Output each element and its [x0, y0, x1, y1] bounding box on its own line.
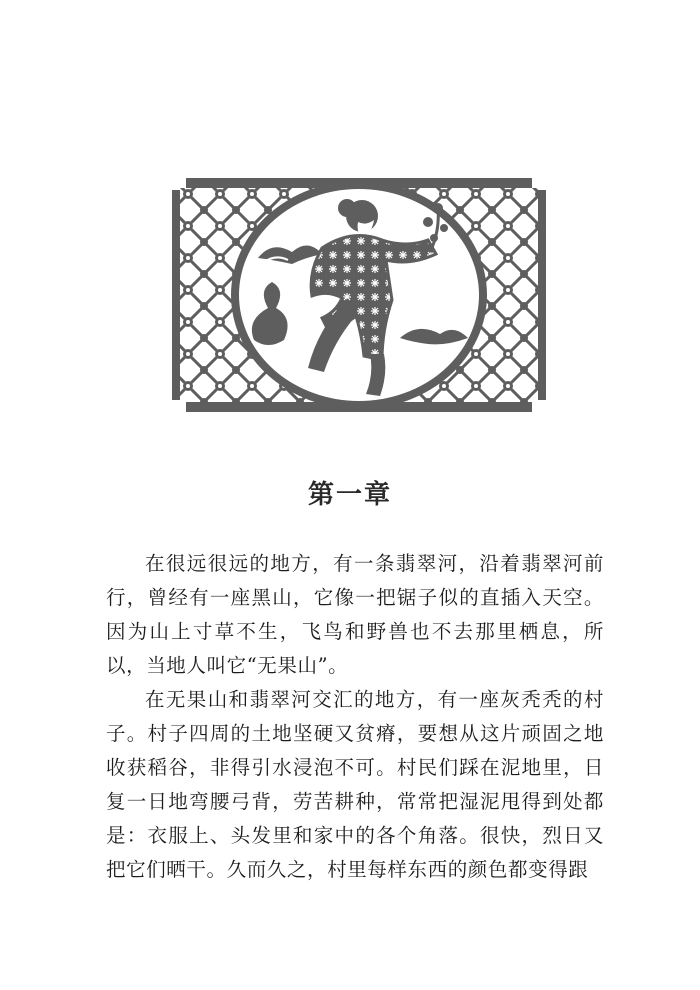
paragraph-2: 在无果山和翡翠河交汇的地方，有一座灰秃秃的村子。村子四周的土地坚硬又贫瘠，要想从这片顽固之地收获稻谷，非得引水浸泡不可。村民们踩在泥地里，日复一日地弯腰弓背，劳苦耕种，常常把湿泥甩得到处都是：衣服上、头发里和家中的各个角落。很快，烈日又把它们晒干。久而久之，村里每样东西的颜色都变得跟: [106, 688, 604, 881]
paragraph-1: 在很远很远的地方，有一条翡翠河，沿着翡翠河前行，曾经有一座黑山，它像一把锯子似的直插入天空。因为山上寸草不生，飞鸟和野兽也不去那里栖息，所以，当地人叫它“无果山”。: [106, 552, 604, 677]
chapter-body: [106, 547, 604, 887]
chapter-title: 第一章: [307, 480, 392, 510]
papercut-illustration: [172, 178, 546, 412]
papercut-girl-with-blossom-branch-icon: [172, 178, 546, 412]
